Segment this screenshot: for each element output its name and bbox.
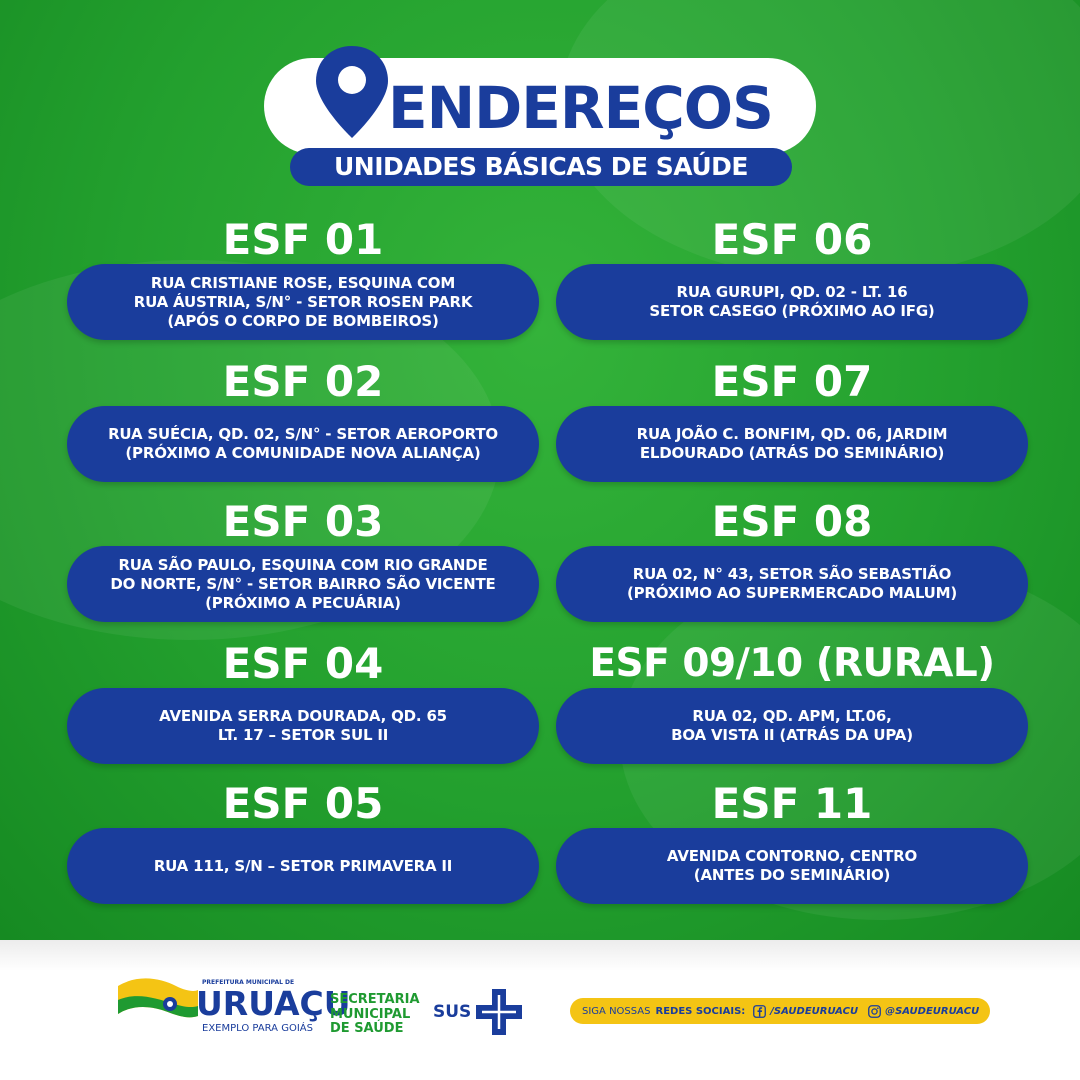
address-text: RUA CRISTIANE ROSE, ESQUINA COM RUA ÁUSTRIA, S/N° - SETOR ROSEN PARK (APÓS O CORPO DE BOMBEIROS) [133, 273, 473, 330]
facebook-icon [753, 1005, 766, 1018]
prefeitura-label: PREFEITURA MUNICIPAL DE [202, 979, 295, 986]
unit-title: ESF 03 [222, 497, 384, 546]
page-title: ENDEREÇOS [388, 74, 773, 142]
sus-label: SUS [433, 1002, 472, 1022]
unit-title: ESF 07 [711, 357, 873, 406]
address-text: RUA 02, QD. APM, LT.06, BOA VISTA II (ATRÁS DA UPA) [671, 707, 913, 744]
address-card [556, 828, 1028, 904]
unit-title: ESF 09/10 (RURAL) [589, 641, 995, 686]
social-media-bar [570, 998, 990, 1024]
secretaria-label: SECRETARIA MUNICIPAL DE SAÚDE [330, 992, 420, 1036]
address-card [556, 264, 1028, 340]
address-text: RUA 02, N° 43, SETOR SÃO SEBASTIÃO (PRÓXIMO AO SUPERMERCADO MALUM) [626, 565, 958, 602]
address-card [556, 406, 1028, 482]
address-card [67, 406, 539, 482]
page-subtitle: UNIDADES BÁSICAS DE SAÚDE [290, 148, 792, 186]
unit-title: ESF 02 [222, 357, 384, 406]
unit-title: ESF 11 [711, 779, 873, 828]
social-label: SIGA NOSSAS [582, 1005, 651, 1017]
address-text: RUA SÃO PAULO, ESQUINA COM RIO GRANDE DO NORTE, S/N° - SETOR BAIRRO SÃO VICENTE (PRÓXIMO A PECUÁRIA) [110, 555, 496, 612]
location-pin-icon [312, 44, 392, 140]
prefeitura-name: URUAÇU [196, 984, 351, 1023]
unit-title: ESF 06 [711, 215, 873, 264]
unit-title: ESF 05 [222, 779, 384, 828]
flag-logo-icon [116, 972, 200, 1024]
address-card [67, 688, 539, 764]
sus-cross-icon [474, 987, 524, 1037]
address-card [67, 828, 539, 904]
address-text: AVENIDA CONTORNO, CENTRO (ANTES DO SEMINÁRIO) [666, 847, 918, 884]
address-card [67, 546, 539, 622]
prefeitura-slogan: EXEMPLO PARA GOIÁS [202, 1023, 313, 1034]
address-text: RUA JOÃO C. BONFIM, QD. 06, JARDIM ELDOURADO (ATRÁS DO SEMINÁRIO) [636, 425, 948, 462]
address-card [67, 264, 539, 340]
address-text: RUA GURUPI, QD. 02 - LT. 16 SETOR CASEGO (PRÓXIMO AO IFG) [649, 283, 935, 320]
unit-title: ESF 08 [711, 497, 873, 546]
address-text: RUA SUÉCIA, QD. 02, S/N° - SETOR AEROPORTO (PRÓXIMO A COMUNIDADE NOVA ALIANÇA) [108, 425, 498, 462]
facebook-handle-link[interactable]: /SAUDEURUACU [770, 1005, 859, 1017]
unit-title: ESF 01 [222, 215, 384, 264]
address-text: RUA 111, S/N – SETOR PRIMAVERA II [153, 856, 453, 875]
unit-title: ESF 04 [222, 639, 384, 688]
social-label-bold: REDES SOCIAIS: [655, 1005, 746, 1017]
address-text: AVENIDA SERRA DOURADA, QD. 65 LT. 17 – SETOR SUL II [159, 707, 447, 744]
instagram-handle-link[interactable]: @SAUDEURUACU [885, 1005, 980, 1017]
address-card [556, 688, 1028, 764]
address-card [556, 546, 1028, 622]
instagram-icon [868, 1005, 881, 1018]
